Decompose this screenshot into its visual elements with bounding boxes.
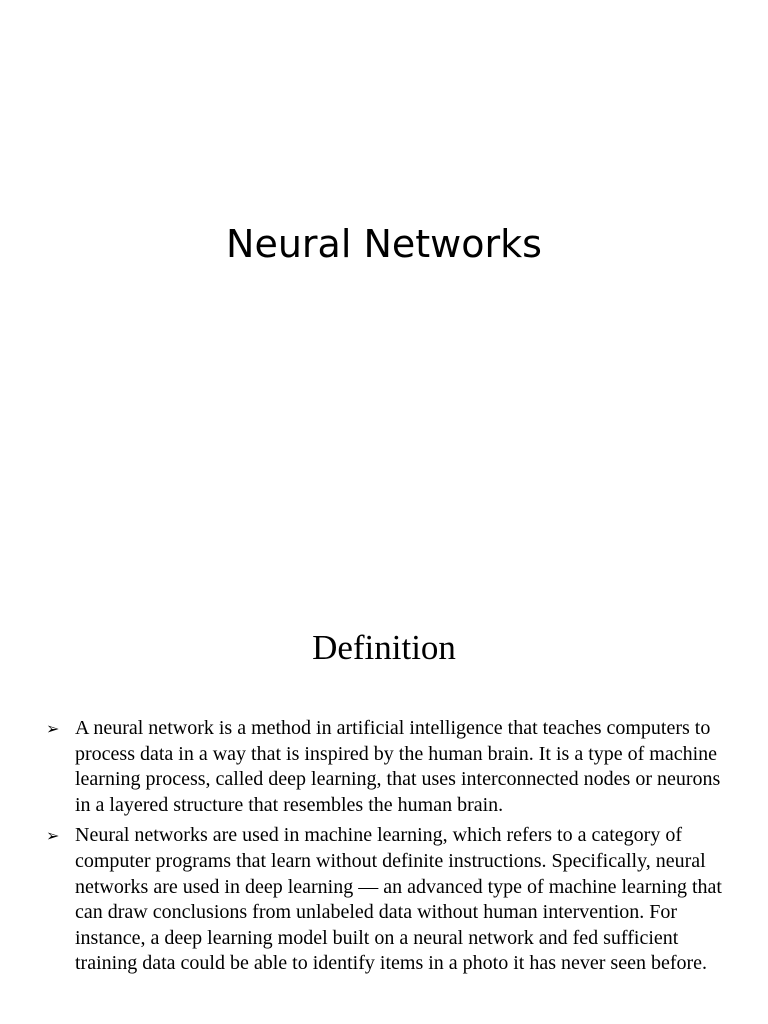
arrow-bullet-icon: ➢ [46, 719, 60, 738]
list-item [46, 823, 726, 977]
section-heading: Definition [312, 628, 456, 667]
slide-title: Neural Networks [226, 222, 542, 266]
arrow-bullet-icon: ➢ [46, 826, 60, 846]
bullet-text: A neural network is a method in artificial intelligence that teaches computers to process data in a way that is inspired by the human brain. It is a type of machine learning process, called deep learning, that uses interconnected nodes or neurons in a layered structure that resembles the human brain. [75, 717, 721, 816]
list-item [46, 716, 726, 818]
definition-slide [0, 576, 768, 1024]
bullet-text: Neural networks are used in machine learning, which refers to a category of computer programs that learn without definite instructions. Specifically, neural networks are used in deep learning — an advanced type of machine learning that can draw conclusions from unlabeled data without human intervention. For instance, a deep learning model built on a neural network and fed sufficient training data could be able to identify items in a photo it has never seen before. [75, 824, 722, 975]
bullet-list [46, 716, 726, 982]
